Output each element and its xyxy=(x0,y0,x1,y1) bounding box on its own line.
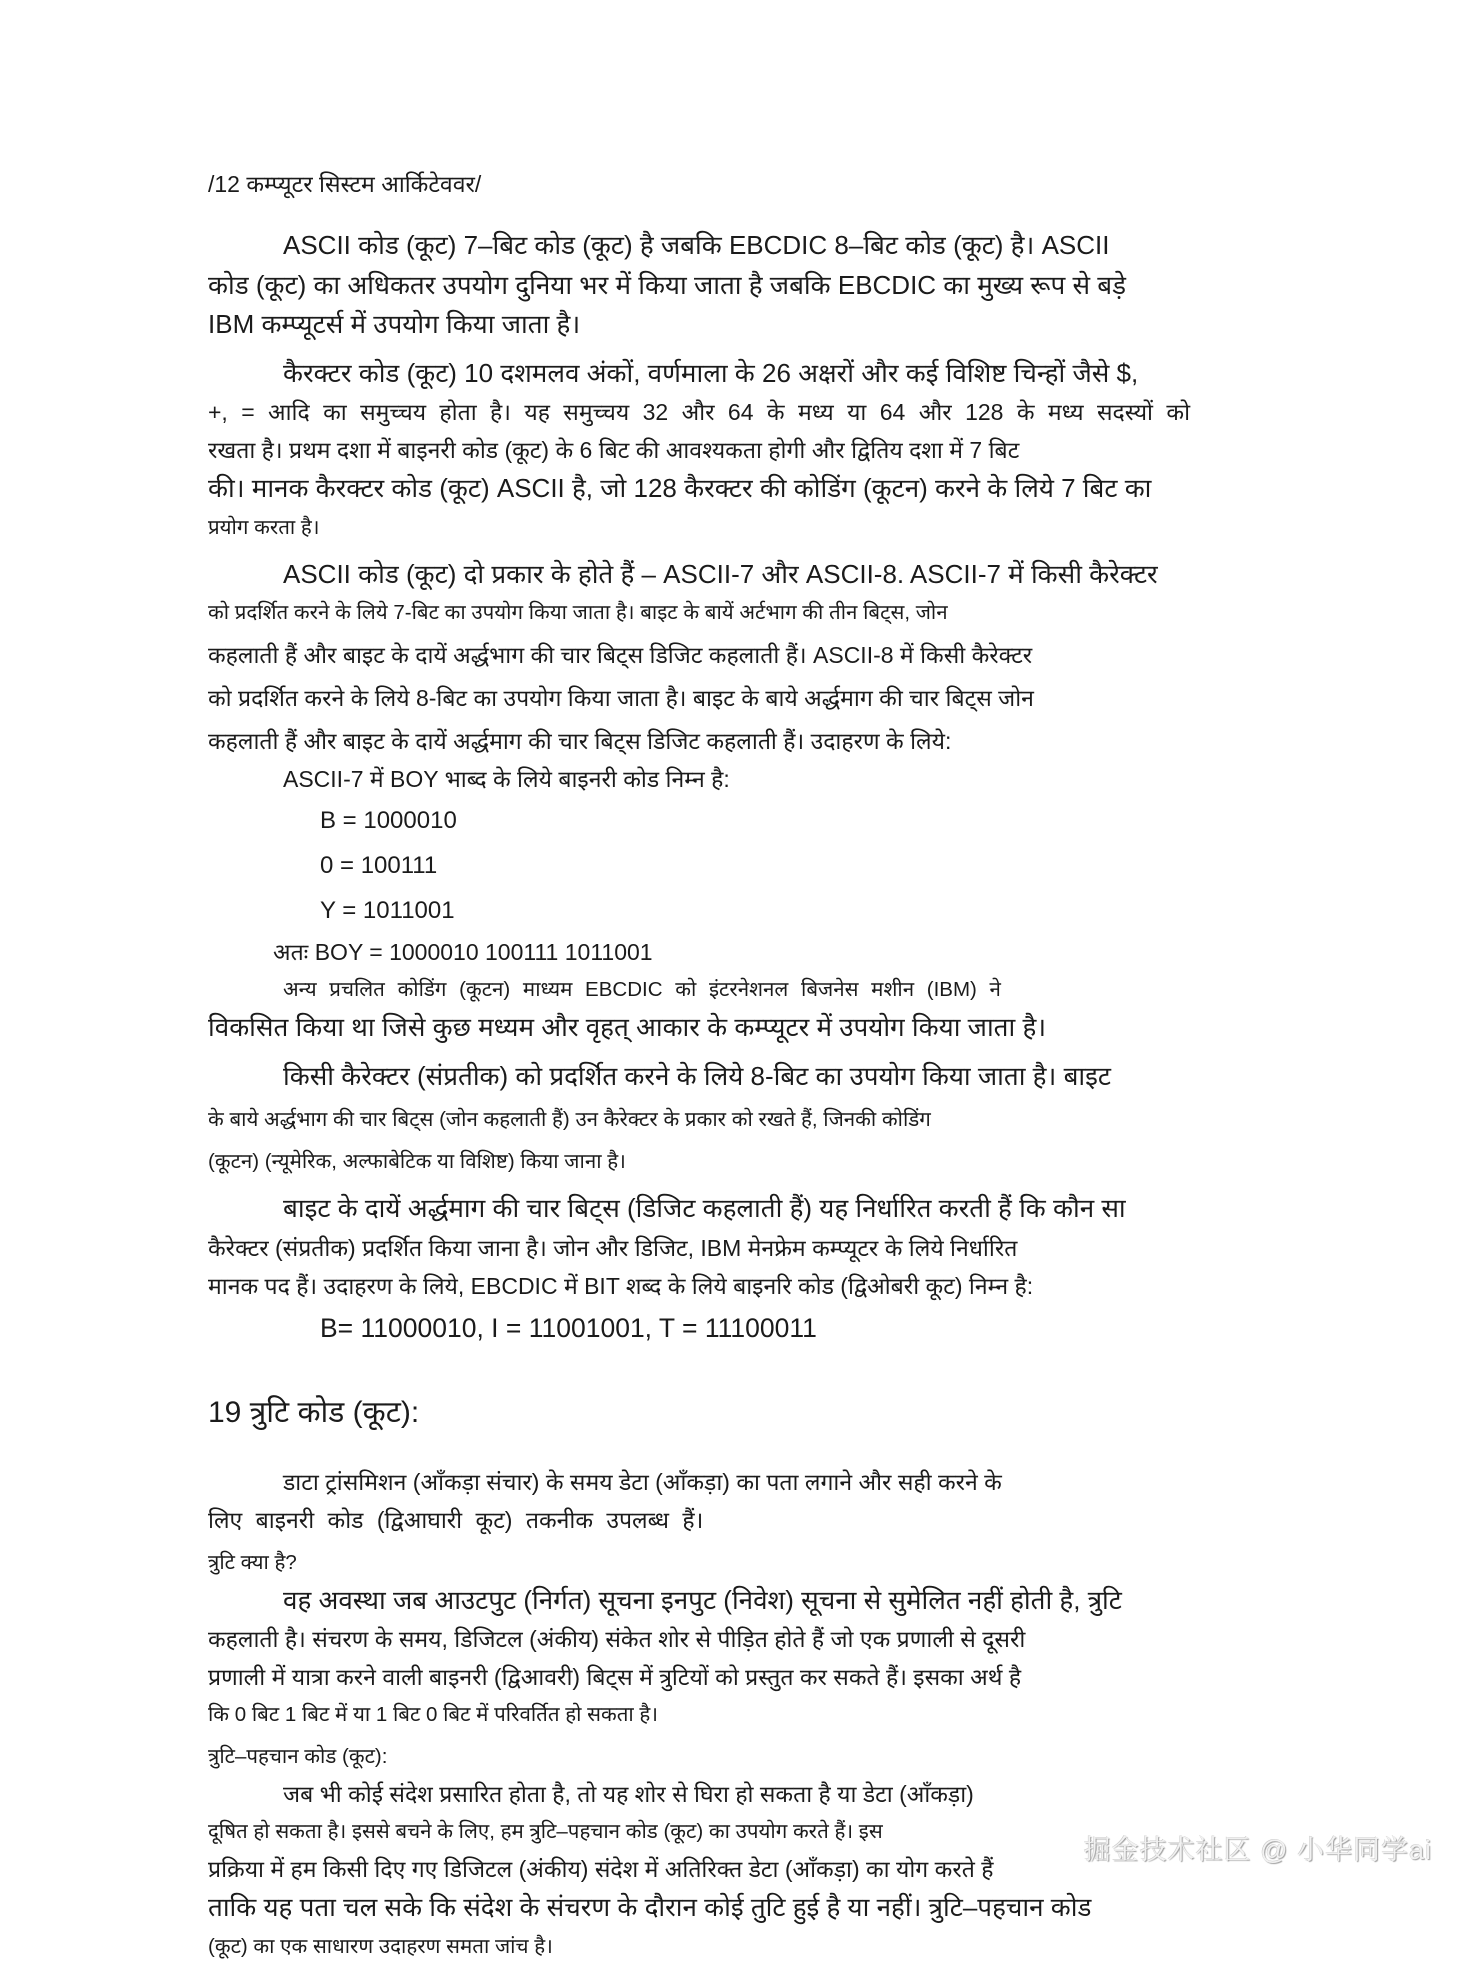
text-line: विकसित किया था जिसे कुछ मध्यम और वृहत् आकार के कम्प्यूटर में उपयोग किया जाता है। xyxy=(208,1012,1047,1042)
text-line: लिए बाइनरी कोड (द्विआघारी कूट) तकनीक उपलब्ध हैं। xyxy=(208,1506,704,1533)
text-line: मानक पद हैं। उदाहरण के लिये, EBCDIC में BIT शब्द के लिये बाइनरि कोड (द्विओबरी कूट) निम्न है: xyxy=(208,1272,1034,1299)
code-line: B = 1000010 xyxy=(320,807,457,834)
text-line: रखता है। प्रथम दशा में बाइनरी कोड (कूट) के 6 बिट की आवश्यकता होगी और द्वितिय दशा में 7 बिट xyxy=(208,437,1020,463)
text-line: IBM कम्प्यूटर्स में उपयोग किया जाता है। xyxy=(208,309,581,339)
text-line: कि 0 बिट 1 बिट में या 1 बिट 0 बिट में परिवर्तित हो सकता है। xyxy=(208,1703,659,1726)
code-line: Y = 1011001 xyxy=(320,897,455,924)
text-line: प्रयोग करता है। xyxy=(208,515,320,539)
text-line: कहलाती हैं और बाइट के दायें अर्द्धभाग की चार बिट्स डिजिट कहलाती हैं। ASCII-8 में किसी कैरेक्टर xyxy=(208,642,1033,668)
text-line: प्रक्रिया में हम किसी दिए गए डिजिटल (अंकीय) संदेश में अतिरिक्त डेटा (आँकड़ा) का योग करते हैं xyxy=(208,1856,994,1882)
text-line: वह अवस्था जब आउटपुट (निर्गत) सूचना इनपुट (निवेश) सूचना से सुमेलित नहीं होती है, त्रुटि xyxy=(283,1584,1122,1615)
section-heading: 19 त्रुटि कोड (कूट): xyxy=(208,1395,420,1429)
text-line: के बाये अर्द्धभाग की चार बिट्स (जोन कहलाती हैं) उन कैरेक्टर के प्रकार को रखते हैं, जिनकी कोडिंग xyxy=(208,1108,931,1131)
text-line: कैरक्टर कोड (कूट) 10 दशमलव अंकों, वर्णमाला के 26 अक्षरों और कई विशिष्ट चिन्हों जैसे $, xyxy=(283,357,1139,388)
text-line: को प्रदर्शित करने के लिये 8-बिट का उपयोग किया जाता है। बाइट के बाये अर्द्धमाग की चार बिट्स जोन xyxy=(208,685,1034,711)
code-line: 0 = 100111 xyxy=(320,852,438,879)
text-line: ASCII-7 में BOY भाब्द के लिये बाइनरी कोड निम्न है: xyxy=(283,766,730,792)
text-line: ASCII कोड (कूट) दो प्रकार के होते हैं – ASCII-7 और ASCII-8. ASCII-7 में किसी कैरेक्टर xyxy=(283,558,1158,589)
text-line: ताकि यह पता चल सके कि संदेश के संचरण के दौरान कोई तुटि हुई है या नहीं। त्रुटि–पहचान कोड xyxy=(208,1892,1092,1922)
document-body xyxy=(208,168,1260,1965)
text-line: (कूट) का एक साधारण उदाहरण समता जांच है। xyxy=(208,1934,553,1958)
text-line: की। मानक कैरक्टर कोड (कूट) ASCII है, जो 128 कैरक्टर की कोडिंग (कूटन) करने के लिये 7 बिट का xyxy=(208,473,1152,503)
text-line: कहलाती है। संचरण के समय, डिजिटल (अंकीय) संकेत शोर से पीड़ित होते हैं जो एक प्रणाली से दूसरी xyxy=(208,1626,1026,1652)
code-line: B= 11000010, I = 11001001, T = 11100011 xyxy=(320,1312,817,1343)
text-line: दूषित हो सकता है। इससे बचने के लिए, हम त्रुटि–पहचान कोड (कूट) का उपयोग करते हैं। इस xyxy=(208,1820,883,1843)
text-line: डाटा ट्रांसमिशन (आँकड़ा संचार) के समय डेटा (आँकड़ा) का पता लगाने और सही करने के xyxy=(283,1468,1002,1495)
text-line: त्रुटि क्या है? xyxy=(208,1550,297,1574)
text-line: त्रुटि–पहचान कोड (कूट): xyxy=(208,1745,388,1768)
watermark: 掘金技术社区 @ 小华同学ai xyxy=(1083,1835,1432,1865)
text-line: किसी कैरेक्टर (संप्रतीक) को प्रदर्शित करने के लिये 8-बिट का उपयोग किया जाता है। बाइट xyxy=(283,1060,1112,1091)
text-line: +, = आदि का समुच्चय होता है। यह समुच्चय 32 और 64 के मध्य या 64 और 128 के मध्य सदस्यों को xyxy=(208,399,1191,425)
text-line: प्रणाली में यात्रा करने वाली बाइनरी (द्विआवरी) बिट्स में त्रुटियों को प्रस्तुत कर सकते हैं। इसका अर्थ है xyxy=(208,1664,1022,1690)
text-line: को प्रदर्शित करने के लिये 7-बिट का उपयोग किया जाता है। बाइट के बायें अर्टभाग की तीन बिट्स, जोन xyxy=(208,601,948,624)
text-line: कहलाती हैं और बाइट के दायें अर्द्धमाग की चार बिट्स डिजिट कहलाती हैं। उदाहरण के लिये: xyxy=(208,728,952,754)
text-line: कैरेक्टर (संप्रतीक) प्रदर्शित किया जाना है। जोन और डिजिट, IBM मेनफ्रेम कम्प्यूटर के लिये निर्धारित xyxy=(208,1234,1018,1261)
text-line: कोड (कूट) का अधिकतर उपयोग दुनिया भर में किया जाता है जबकि EBCDIC का मुख्य रूप से बड़े xyxy=(208,269,1127,300)
text-line: (कूटन) (न्यूमेरिक, अल्फाबेटिक या विशिष्ट) किया जाना है। xyxy=(208,1150,626,1173)
text-line: अन्य प्रचलित कोडिंग (कूटन) माध्यम EBCDIC को इंटरनेशनल बिजनेस मशीन (IBM) ने xyxy=(283,978,1001,1001)
code-line: अतः BOY = 1000010 100111 1011001 xyxy=(273,939,653,965)
text-line: जब भी कोई संदेश प्रसारित होता है, तो यह शोर से घिरा हो सकता है या डेटा (आँकड़ा) xyxy=(283,1781,974,1807)
header-line: /12 कम्प्यूटर सिस्टम आर्किटेववर/ xyxy=(208,171,482,197)
text-line: बाइट के दायें अर्द्धमाग की चार बिट्स (डिजिट कहलाती हैं) यह निर्धारित करती हैं कि कौन सा xyxy=(283,1193,1126,1223)
text-line: ASCII कोड (कूट) 7–बिट कोड (कूट) है जबकि EBCDIC 8–बिट कोड (कूट) है। ASCII xyxy=(283,230,1110,260)
